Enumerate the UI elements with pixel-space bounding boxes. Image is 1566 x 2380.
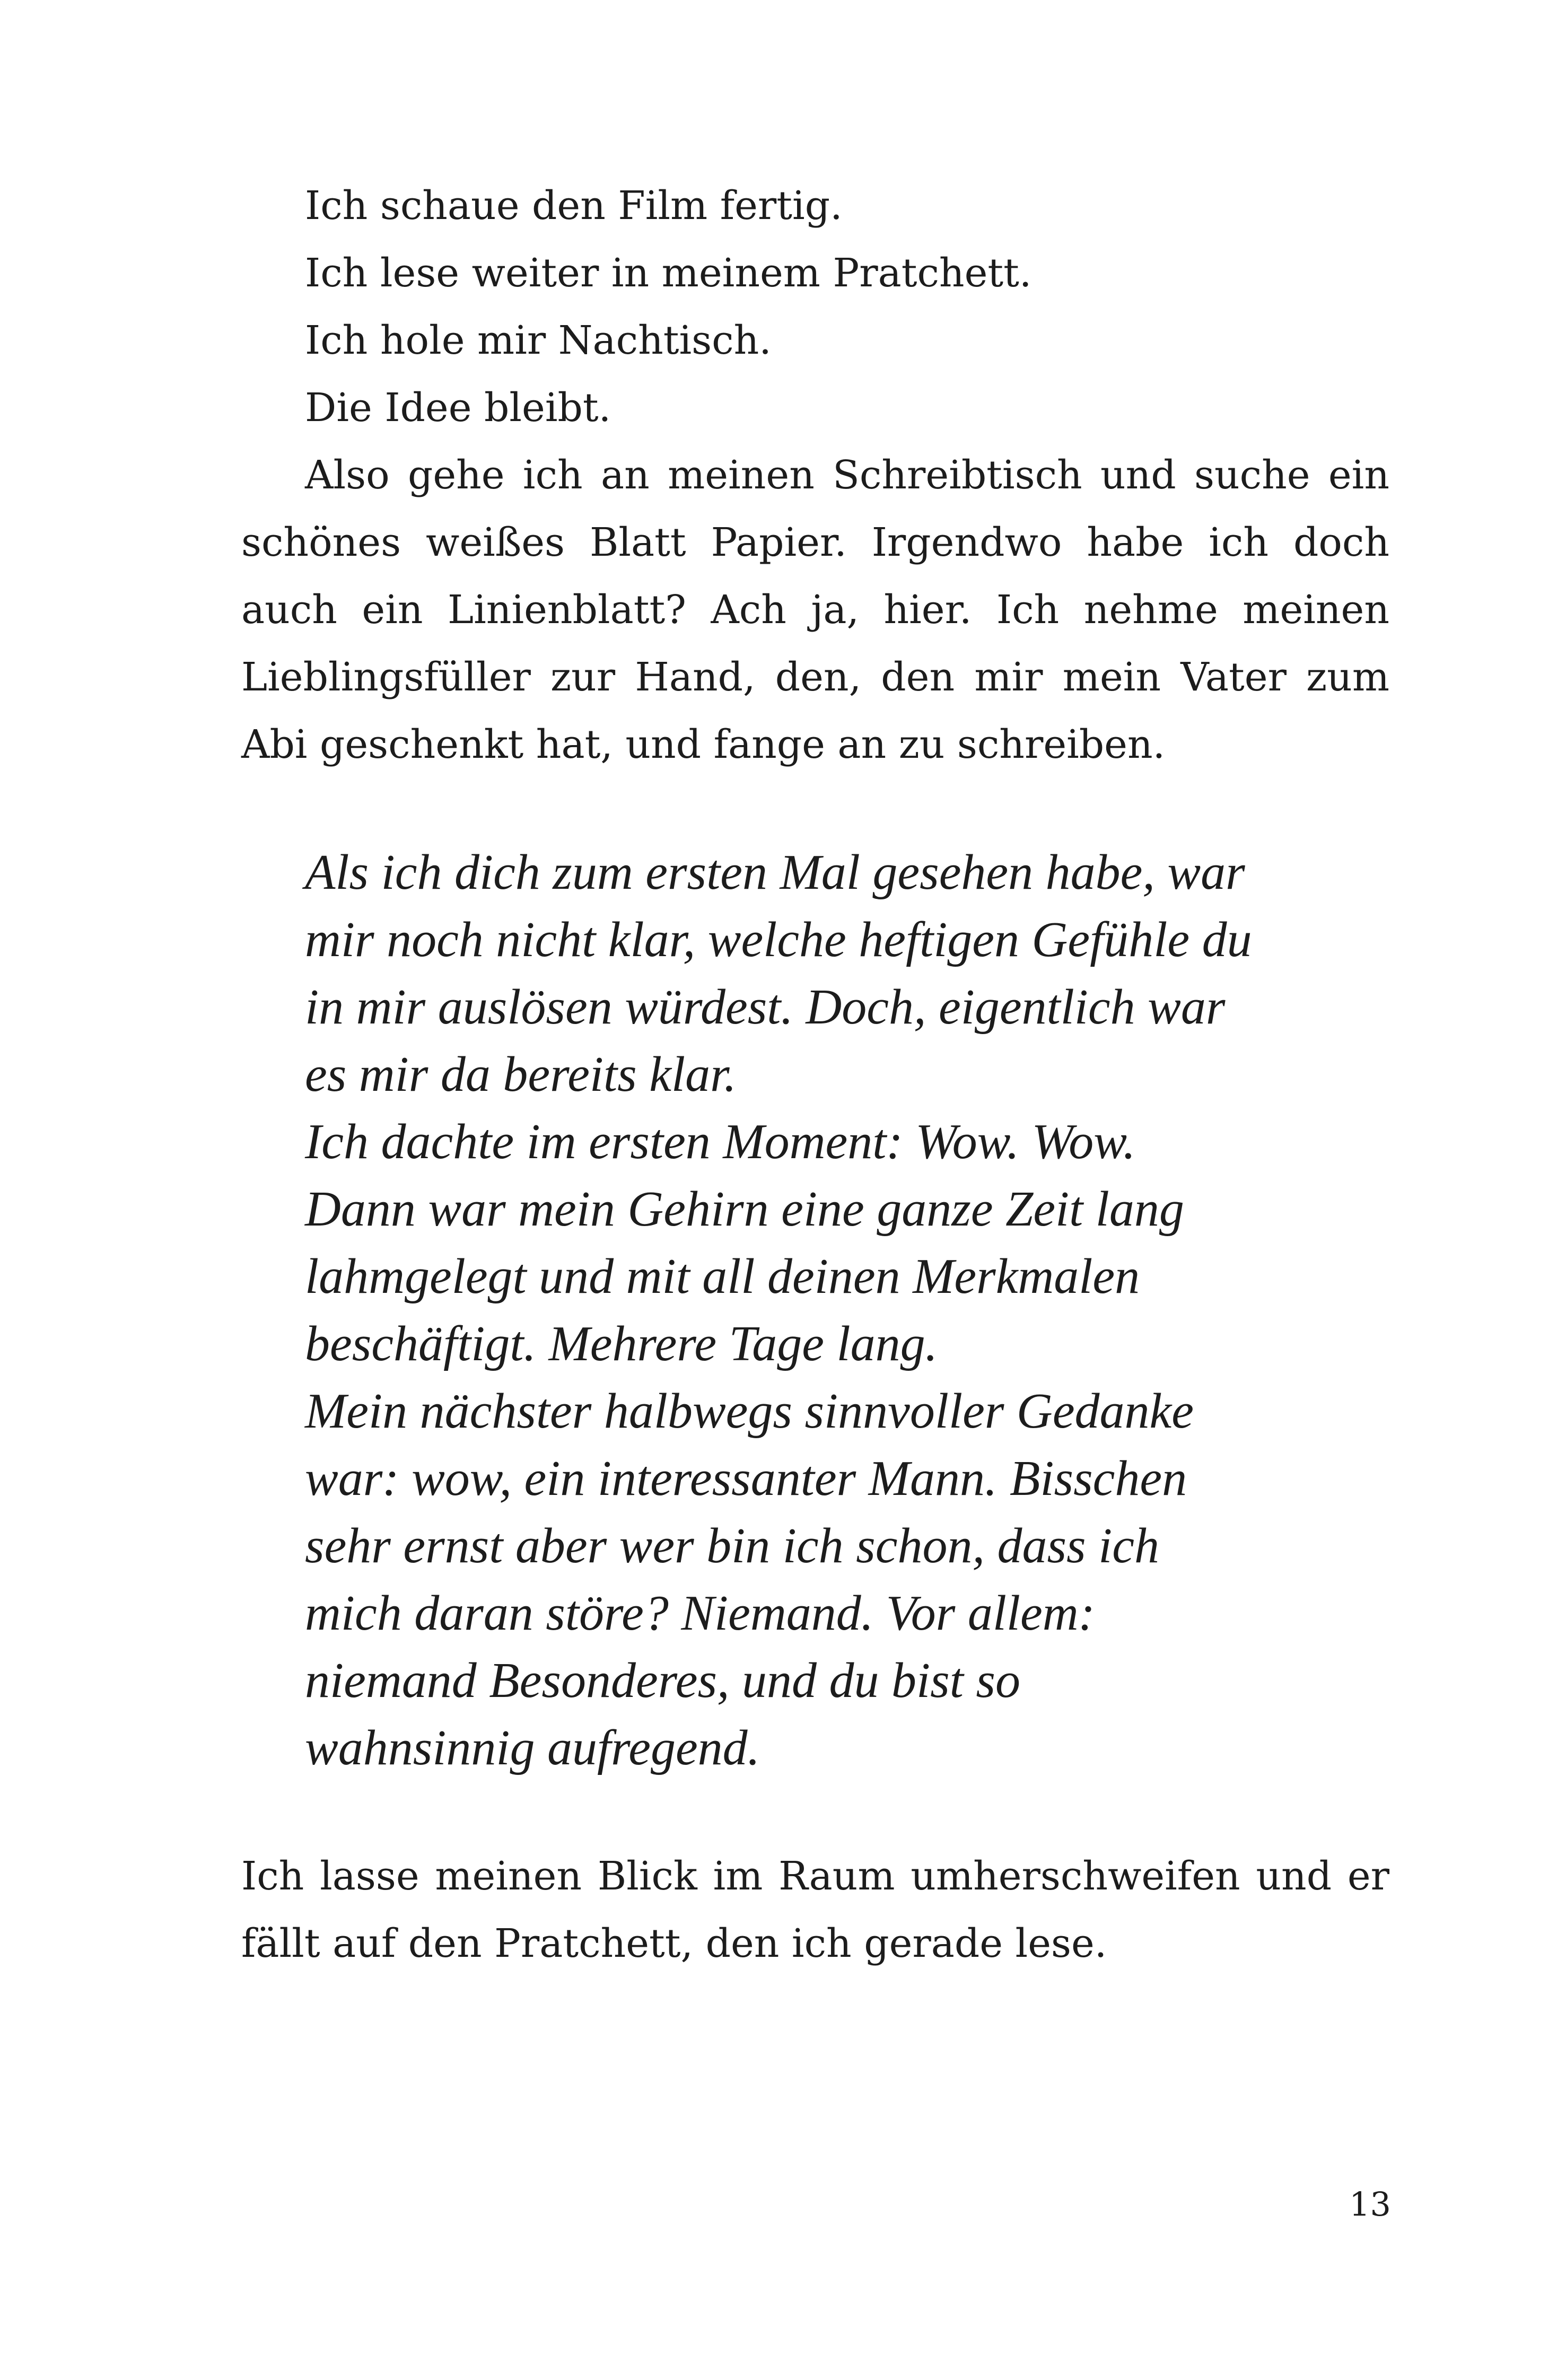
letter-line-12: mich daran störe? Niemand. Vor allem: xyxy=(305,1586,1095,1641)
letter-line-5: Ich dachte im ersten Moment: Wow. Wow. xyxy=(305,1114,1136,1169)
letter-line-3: in mir auslösen würdest. Doch, eigentlich war xyxy=(305,979,1226,1035)
handwritten-letter xyxy=(305,839,1392,1782)
letter-line-11: sehr ernst aber wer bin ich schon, dass ich xyxy=(305,1518,1159,1573)
letter-line-7: lahmgelegt und mit all deinen Merkmalen xyxy=(305,1249,1140,1304)
letter-line-6: Dann war mein Gehirn eine ganze Zeit lang xyxy=(305,1182,1184,1237)
intro-line-1: Ich schaue den Film fertig. xyxy=(305,183,843,229)
intro-line-2: Ich lese weiter in meinem Pratchett. xyxy=(305,250,1032,296)
intro-paragraph: Also gehe ich an meinen Schreibtisch und suche ein schönes weißes Blatt Papier. Irgendwo habe ich doch auch ein Linienblatt? Ach ja, hier. Ich nehme meinen Lieblingsfüller zur Hand, den, den mir mein Vater zum Abi geschenkt hat, und fange an zu schreiben. xyxy=(241,452,1389,767)
letter-line-13: niemand Besonderes, und du bist so xyxy=(305,1653,1020,1708)
outro-section xyxy=(241,1843,1389,1978)
outro-paragraph: Ich lasse meinen Blick im Raum umherschweifen und er fällt auf den Pratchett, den ich gerade lese. xyxy=(241,1853,1389,1966)
letter-line-10: war: wow, ein interessanter Mann. Bisschen xyxy=(305,1451,1187,1506)
intro-line-4: Die Idee bleibt. xyxy=(305,385,611,431)
page-number: 13 xyxy=(1349,2185,1391,2224)
intro-line-3: Ich hole mir Nachtisch. xyxy=(305,318,772,363)
letter-line-14: wahnsinnig aufregend. xyxy=(305,1720,760,1775)
letter-line-9: Mein nächster halbwegs sinnvoller Gedanke xyxy=(305,1384,1194,1439)
letter-line-1: Als ich dich zum ersten Mal gesehen habe, war xyxy=(305,845,1245,900)
intro-section xyxy=(241,172,1389,778)
letter-line-2: mir noch nicht klar, welche heftigen Gefühle du xyxy=(305,912,1252,967)
letter-line-4: es mir da bereits klar. xyxy=(305,1047,737,1102)
letter-line-8: beschäftigt. Mehrere Tage lang. xyxy=(305,1316,938,1371)
